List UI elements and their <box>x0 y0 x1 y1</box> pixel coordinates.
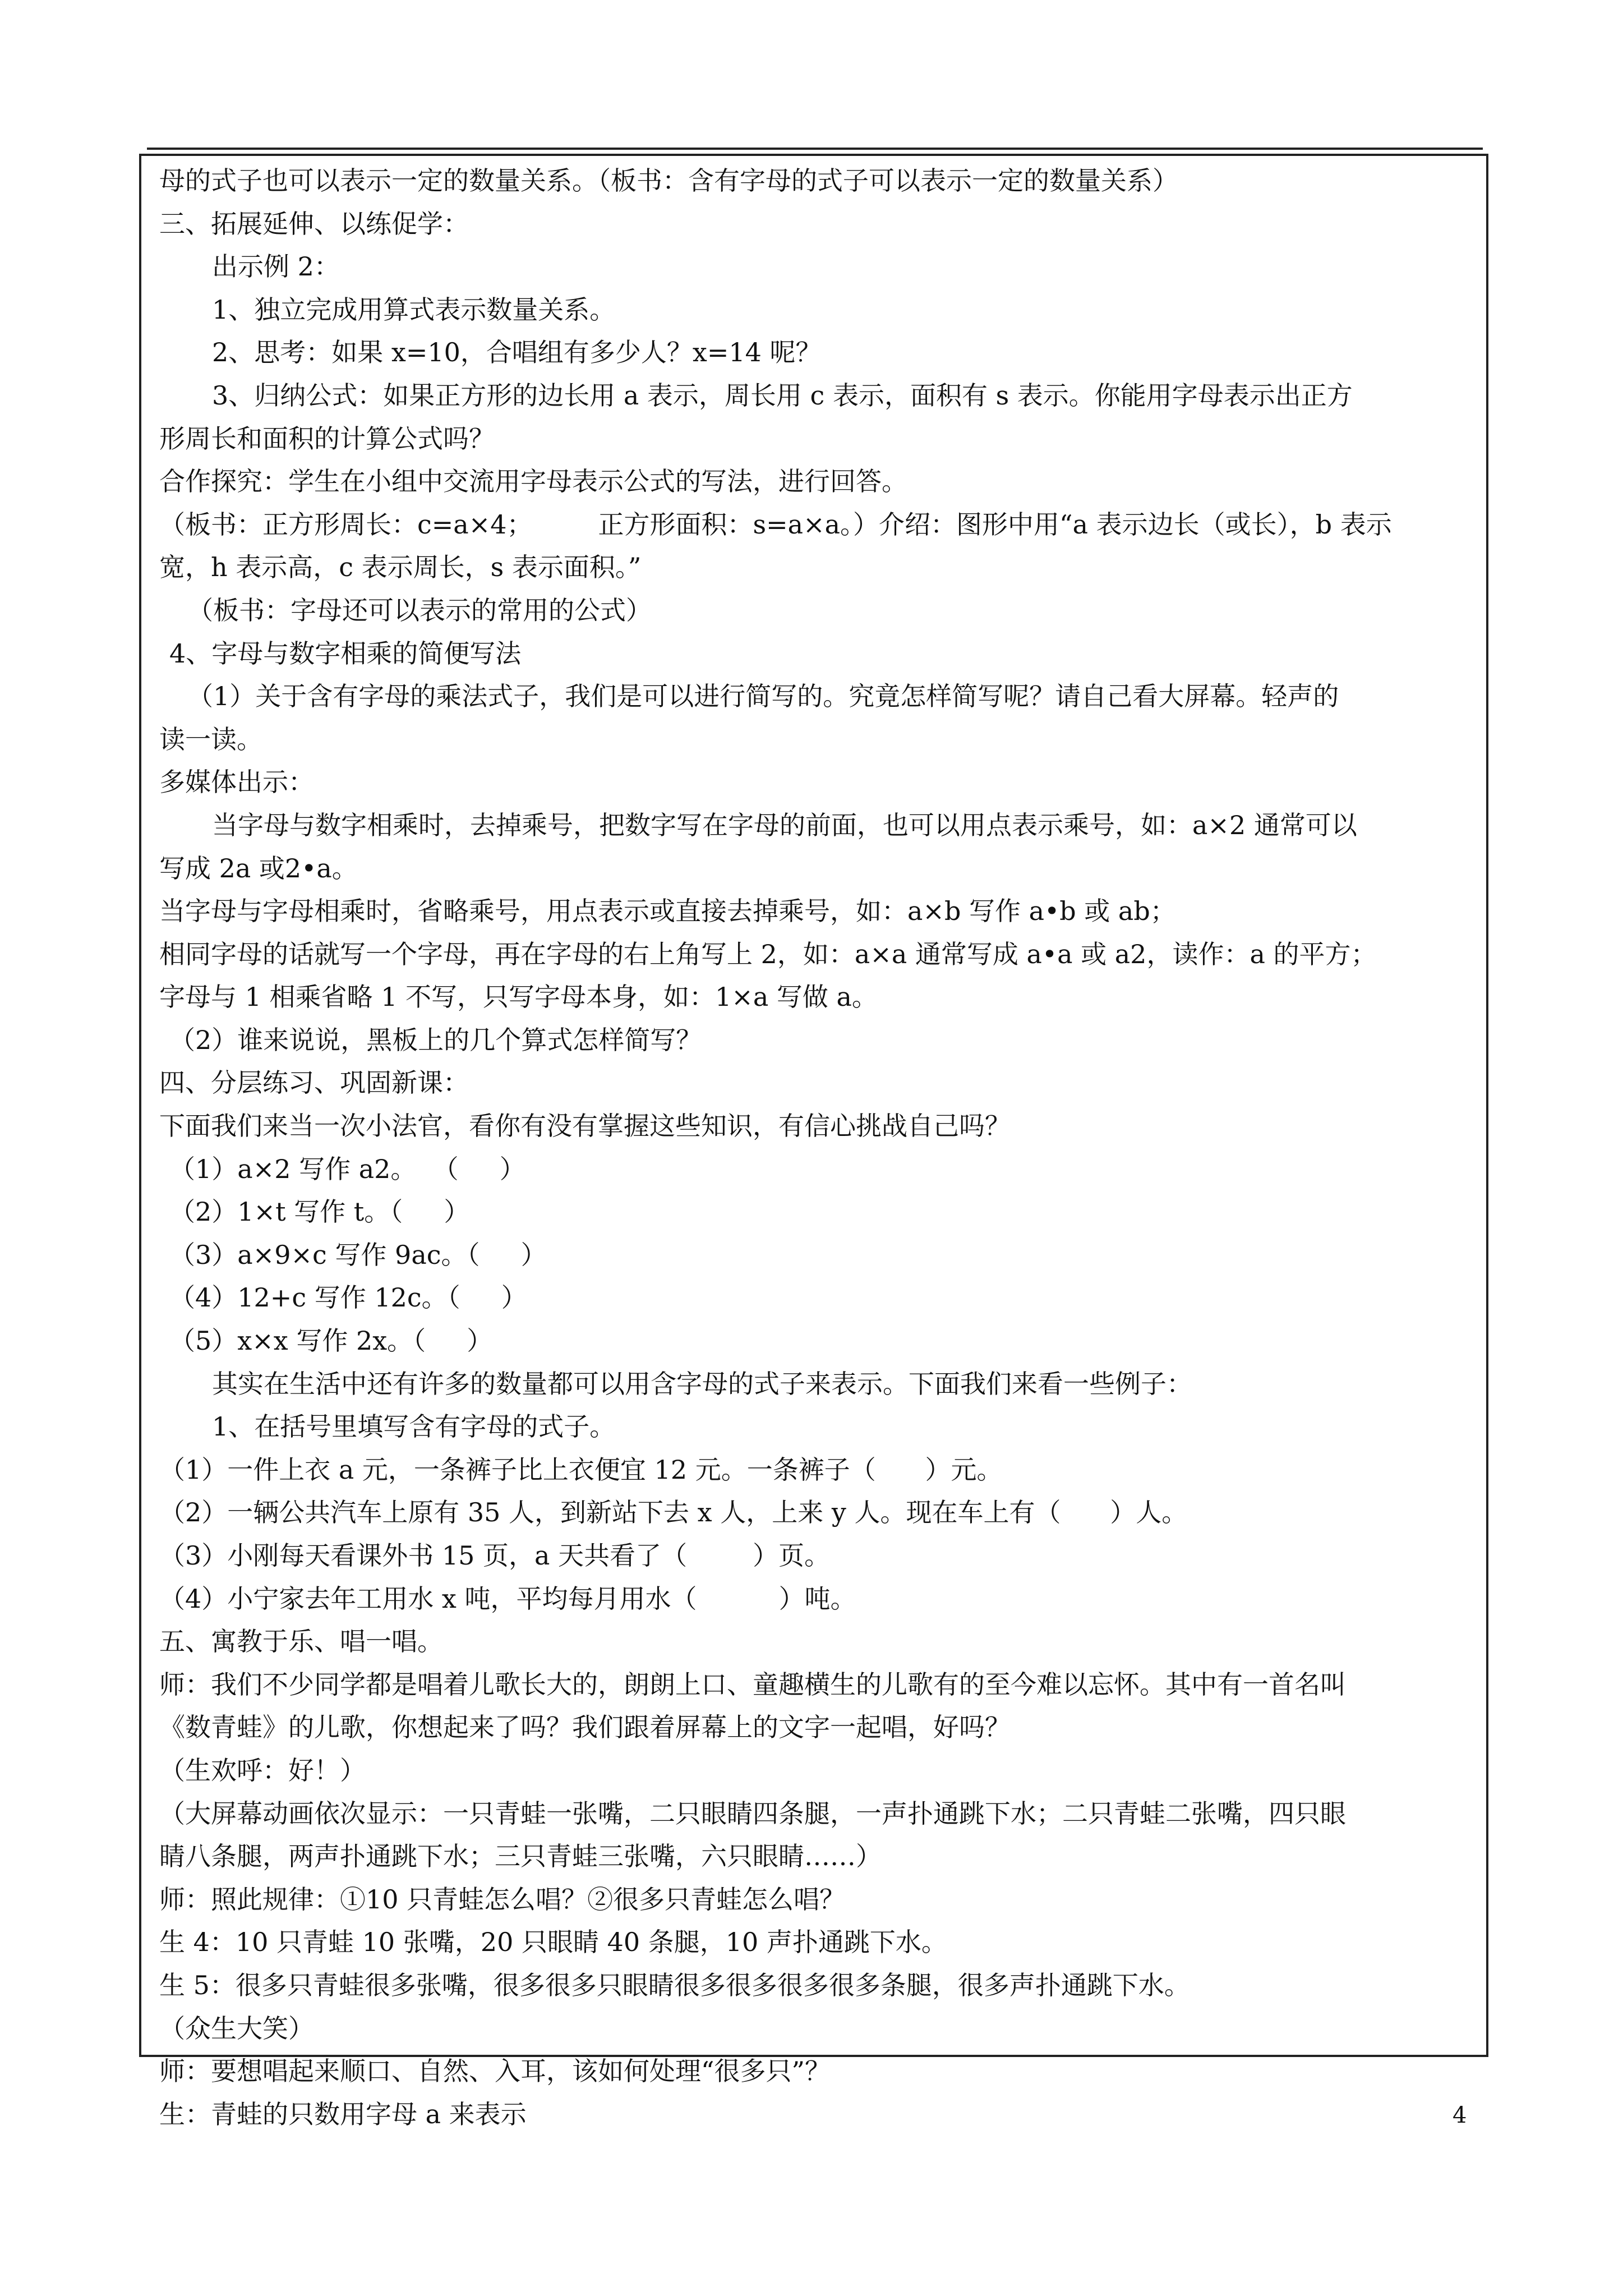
text-line: 师：要想唱起来顺口、自然、入耳，该如何处理“很多只”？ <box>159 2056 831 2087</box>
text-line: 师：照此规律：①10 只青蛙怎么唱？②很多只青蛙怎么唱？ <box>159 1884 846 1915</box>
exercise-item: （2）1×t 写作 t。（ ） <box>169 1197 470 1227</box>
section-heading: 五、寓教于乐、唱一唱。 <box>159 1626 443 1657</box>
text-line: （板书：正方形周长：c=a×4； 正方形面积：s=a×a。）介绍：图形中用“a 表示边长（或长），b 表示 <box>159 509 1392 540</box>
text-line: 《数青蛙》的儿歌，你想起来了吗？我们跟着屏幕上的文字一起唱，好吗？ <box>159 1712 1011 1743</box>
text-lines <box>159 159 1477 2136</box>
text-line: 写成 2a 或2•a。 <box>159 853 358 884</box>
text-line: 读一读。 <box>159 724 262 754</box>
section-heading: 四、分层练习、巩固新课： <box>159 1068 469 1098</box>
exercise-item: （2）一辆公共汽车上原有 35 人，到新站下去 x 人，上来 y 人。现在车上有（ ）人。 <box>159 1497 1188 1528</box>
text-line: 形周长和面积的计算公式吗？ <box>159 423 495 454</box>
text-line: 宽，h 表示高，c 表示周长，s 表示面积。” <box>159 552 642 583</box>
text-line: （1）关于含有字母的乘法式子，我们是可以进行简写的。究竟怎样简写呢？请自己看大屏幕。轻声的 <box>187 681 1339 712</box>
text-line: 母的式子也可以表示一定的数量关系。（板书：含有字母的式子可以表示一定的数量关系） <box>159 165 1178 196</box>
text-line: 其实在生活中还有许多的数量都可以用含字母的式子来表示。下面我们来看一些例子： <box>212 1368 1192 1399</box>
text-line: 字母与 1 相乘省略 1 不写，只写字母本身，如：1×a 写做 a。 <box>159 982 878 1013</box>
text-line: 下面我们来当一次小法官，看你有没有掌握这些知识，有信心挑战自己吗？ <box>159 1111 1011 1142</box>
exercise-item: （4）12+c 写作 12c。（ ） <box>169 1282 527 1313</box>
text-line: 生 5：很多只青蛙很多张嘴，很多很多只眼睛很多很多很多很多条腿，很多声扑通跳下水。 <box>159 1970 1190 2000</box>
text-line: 4、字母与数字相乘的简便写法 <box>169 638 522 669</box>
section-heading: 三、拓展延伸、以练促学： <box>159 208 469 239</box>
header-rule <box>147 148 1483 150</box>
content-box <box>139 154 1488 2129</box>
text-line: 合作探究：学生在小组中交流用字母表示公式的写法，进行回答。 <box>159 466 907 497</box>
exercise-item: （1）一件上衣 a 元，一条裤子比上衣便宜 12 元。一条裤子（ ）元。 <box>159 1454 1003 1485</box>
text-line: 2、思考：如果 x=10，合唱组有多少人？x=14 呢？ <box>212 337 822 368</box>
text-line: 1、独立完成用算式表示数量关系。 <box>212 294 616 325</box>
text-line: 当字母与字母相乘时，省略乘号，用点表示或直接去掉乘号，如：a×b 写作 a•b 或 ab； <box>159 896 1176 927</box>
exercise-item: （1）a×2 写作 a2。 （ ） <box>169 1153 525 1184</box>
text-line: （大屏幕动画依次显示：一只青蛙一张嘴，二只眼睛四条腿，一声扑通跳下水；二只青蛙二张嘴，四只眼 <box>159 1798 1346 1829</box>
text-line: 生 4：10 只青蛙 10 张嘴，20 只眼睛 40 条腿，10 声扑通跳下水。 <box>159 1927 947 1958</box>
text-line: 多媒体出示： <box>159 767 314 798</box>
text-line: （生欢呼：好！） <box>159 1755 366 1786</box>
text-line: 生：青蛙的只数用字母 a 来表示 <box>159 2099 527 2129</box>
page-number: 4 <box>1453 2102 1467 2128</box>
exercise-item: （4）小宁家去年工用水 x 吨，平均每月用水（ ）吨。 <box>159 1583 856 1614</box>
text-line: 1、在括号里填写含有字母的式子。 <box>212 1411 616 1442</box>
text-line: 睛八条腿，两声扑通跳下水；三只青蛙三张嘴，六只眼睛……） <box>159 1841 882 1872</box>
text-line: （板书：字母还可以表示的常用的公式） <box>187 595 652 625</box>
text-line: 相同字母的话就写一个字母，再在字母的右上角写上 2，如：a×a 通常写成 a•a 或 a2，读作：a 的平方； <box>159 938 1377 969</box>
exercise-item: （3）小刚每天看课外书 15 页，a 天共看了（ ）页。 <box>159 1540 831 1571</box>
exercise-item: （5）x×x 写作 2x。（ ） <box>169 1326 493 1356</box>
text-line: （众生大笑） <box>159 2013 314 2044</box>
exercise-item: （3）a×9×c 写作 9ac。（ ） <box>169 1239 547 1270</box>
text-line: 出示例 2： <box>212 251 340 282</box>
text-line: 3、归纳公式：如果正方形的边长用 a 表示，周长用 c 表示，面积有 s 表示。你能用字母表示出正方 <box>212 380 1353 411</box>
text-line: （2）谁来说说，黑板上的几个算式怎样简写？ <box>169 1024 702 1055</box>
text-line: 师：我们不少同学都是唱着儿歌长大的，朗朗上口、童趣横生的儿歌有的至今难以忘怀。其中有一首名叫 <box>159 1669 1346 1700</box>
text-line: 当字母与数字相乘时，去掉乘号，把数字写在字母的前面，也可以用点表示乘号，如：a×2 通常可以 <box>212 809 1357 840</box>
